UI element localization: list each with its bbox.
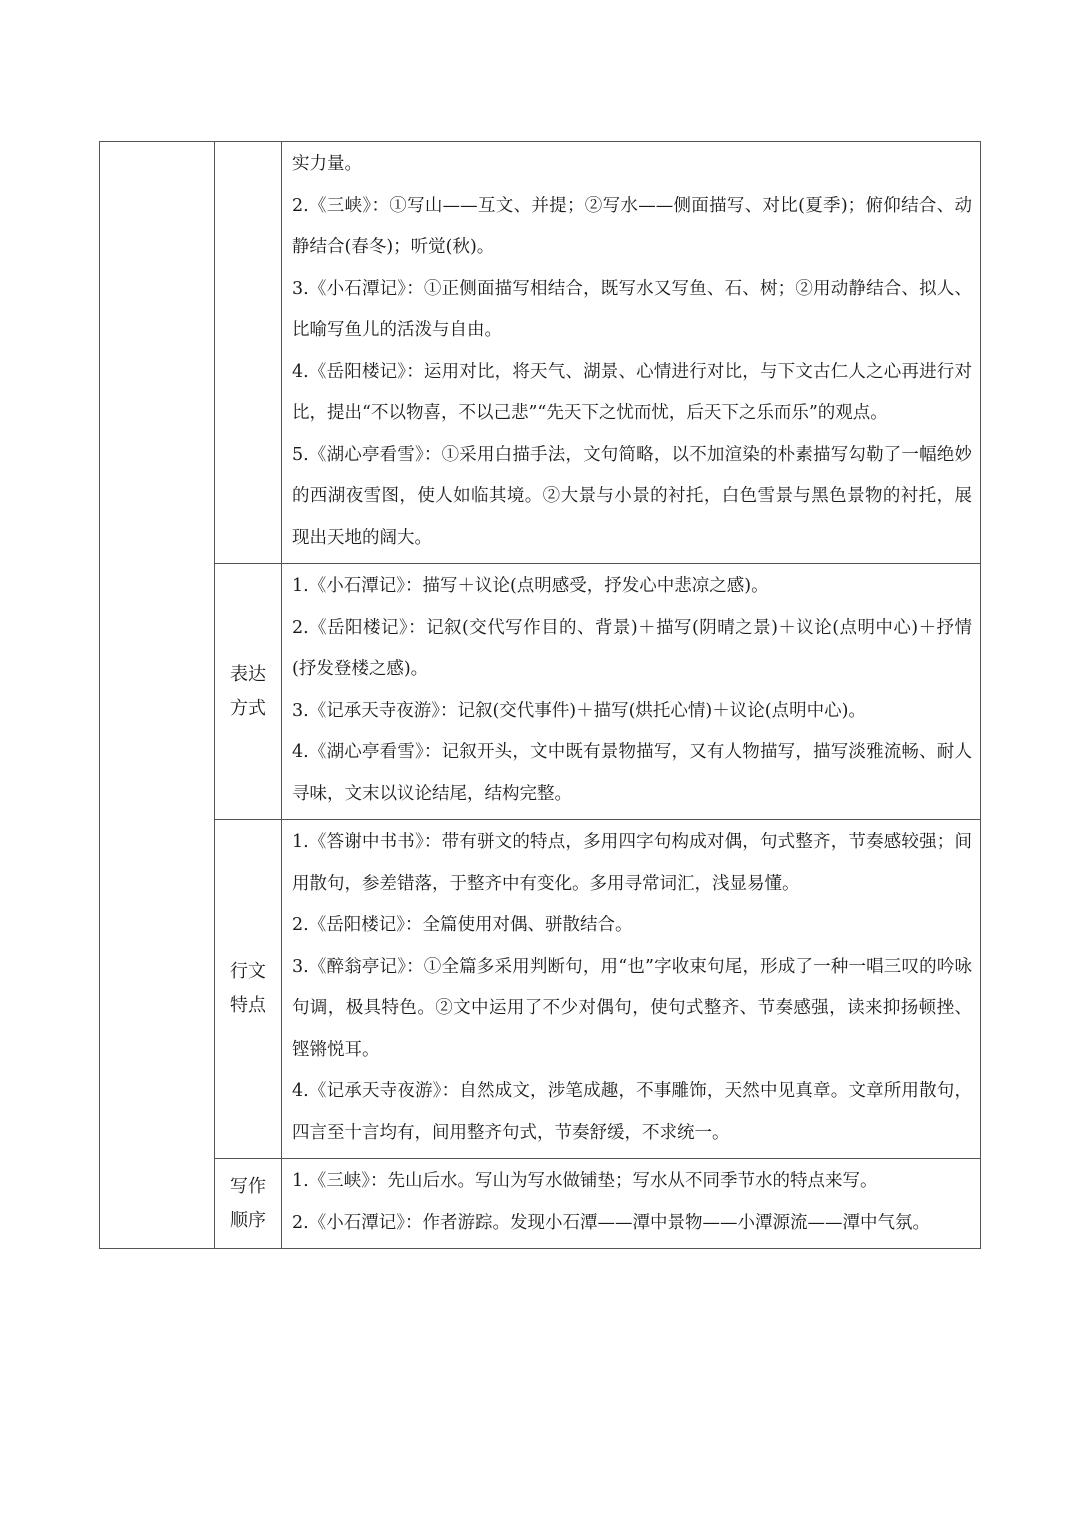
category-cell	[215, 142, 282, 564]
content-cell	[282, 564, 981, 820]
category-label: 写作顺序	[230, 1175, 266, 1231]
list-item: 1.《小石潭记》：描写＋议论(点明感受，抒发心中悲凉之感)。	[292, 576, 769, 596]
outer-category-cell	[100, 142, 215, 1249]
category-label: 行文特点	[230, 961, 266, 1016]
category-cell	[215, 820, 282, 1159]
list-item: 2.《三峡》：①写山——互文、并提；②写水——侧面描写、对比(夏季)；俯仰结合、动静结合(春冬)；听觉(秋)。	[292, 195, 972, 257]
content-cell	[282, 142, 981, 564]
list-item: 2.《岳阳楼记》：全篇使用对偶、骈散结合。	[292, 915, 633, 935]
list-item: 实力量。	[292, 154, 362, 174]
list-item: 2.《小石潭记》：作者游踪。发现小石潭——潭中景物——小潭源流——潭中气氛。	[292, 1212, 930, 1233]
table-row	[100, 564, 981, 820]
category-label: 表达方式	[230, 663, 266, 719]
list-item: 3.《小石潭记》：①正侧面描写相结合，既写水又写鱼、石、树；②用动静结合、拟人、比喻写鱼儿的活泼与自由。	[292, 278, 972, 340]
notes-table	[99, 141, 981, 1249]
list-item: 3.《记承天寺夜游》：记叙(交代事件)＋描写(烘托心情)＋议论(点明中心)。	[292, 700, 866, 721]
list-item: 5.《湖心亭看雪》：①采用白描手法，文句简略，以不加渲染的朴素描写勾勒了一幅绝妙的西湖夜雪图，使人如临其境。②大景与小景的衬托，白色雪景与黑色景物的衬托，展现出天地的阔大。	[292, 444, 972, 548]
category-cell	[215, 564, 282, 820]
table-row	[100, 1159, 981, 1249]
list-item: 2.《岳阳楼记》：记叙(交代写作目的、背景)＋描写(阴晴之景)＋议论(点明中心)＋抒情(抒发登楼之感)。	[292, 617, 972, 679]
list-item: 4.《岳阳楼记》：运用对比，将天气、湖景、心情进行对比，与下文古仁人之心再进行对比，提出“不以物喜，不以己悲”“先天下之忧而忧，后天下之乐而乐”的观点。	[292, 361, 972, 423]
content-cell	[282, 1159, 981, 1249]
table-row	[100, 142, 981, 564]
content-cell	[282, 820, 981, 1159]
category-cell	[215, 1159, 282, 1249]
list-item: 4.《湖心亭看雪》：记叙开头，文中既有景物描写，又有人物描写，描写淡雅流畅、耐人寻味，文末以议论结尾，结构完整。	[292, 742, 972, 804]
list-item: 3.《醉翁亭记》：①全篇多采用判断句，用“也”字收束句尾，形成了一种一唱三叹的吟咏句调，极具特色。②文中运用了不少对偶句，使句式整齐、节奏感强，读来抑扬顿挫、铿锵悦耳。	[292, 956, 972, 1060]
list-item: 1.《三峡》：先山后水。写山为写水做铺垫；写水从不同季节水的特点来写。	[292, 1171, 878, 1191]
list-item: 4.《记承天寺夜游》：自然成文，涉笔成趣，不事雕饰，天然中见真章。文章所用散句，四言至十言均有，间用整齐句式，节奏舒缓，不求统一。	[292, 1081, 972, 1143]
table-row	[100, 820, 981, 1159]
list-item: 1.《答谢中书书》：带有骈文的特点，多用四字句构成对偶，句式整齐，节奏感较强；间用散句，参差错落，于整齐中有变化。多用寻常词汇，浅显易懂。	[292, 832, 972, 894]
